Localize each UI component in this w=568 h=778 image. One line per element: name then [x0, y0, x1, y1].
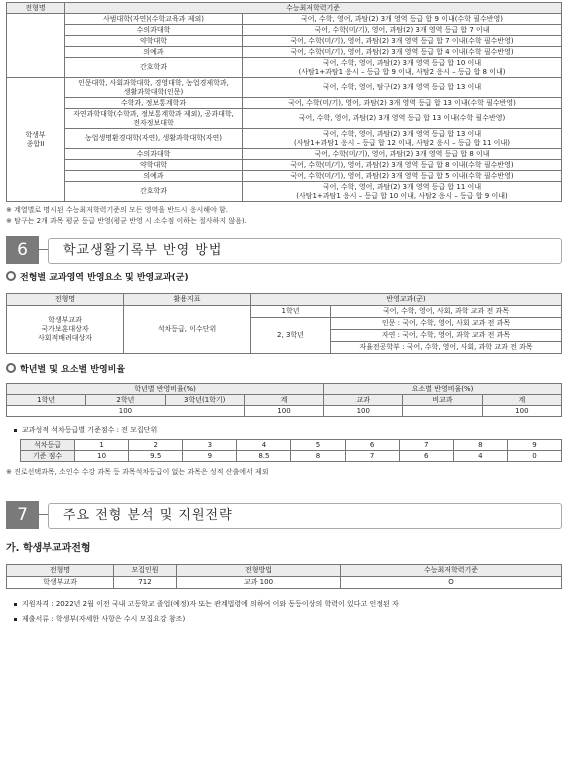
criteria-cell: 국어, 수학(미/기), 영어, 과탐(2) 3개 영역 등급 합 8 이내(수학 필수반영) — [243, 160, 562, 171]
criteria-cell: 국어, 수학, 영어, 과탐(2) 3개 영역 등급 합 9 이내(수학 필수반영) — [243, 14, 562, 25]
grade-cell: 3 — [183, 440, 237, 451]
score-cell: 10 — [75, 451, 129, 462]
score-cell: 6 — [399, 451, 453, 462]
section-6-header — [6, 233, 562, 263]
th: 비교과 — [403, 395, 482, 406]
unit-cell: 의예과 — [65, 171, 243, 182]
unit-cell: 수학과, 정보통계학과 — [65, 98, 243, 109]
ring-bullet-icon — [6, 271, 16, 281]
criteria-cell: 국어, 수학(미/기), 영어, 과탐(2) 3개 영역 등급 합 7 이내(수학 필수반영) — [243, 36, 562, 47]
grade-cell: 7 — [399, 440, 453, 451]
unit-cell: 약학대학 — [65, 36, 243, 47]
type-summary-table — [6, 564, 562, 589]
reflection-subjects-table — [6, 293, 562, 354]
bullet-text: 교과성적 석차등급별 기준점수 : 전 모집단위 — [12, 425, 562, 436]
th: 계 — [482, 395, 561, 406]
subheading: 학년별 및 요소별 반영비율 — [6, 363, 562, 377]
unit-cell: 농업생명환경대학(자연), 생활과학대학(자연) — [65, 129, 243, 149]
unit-cell: 약학대학 — [65, 160, 243, 171]
criteria-cell: 국어, 수학, 영어, 과탐(2) 3개 영역 등급 합 13 이내(수학 필수반영) — [243, 109, 562, 129]
bullet-text: 제출서류 : 학생부(자세한 사항은 수시 모집요강 참조) — [12, 614, 562, 625]
note: ※ 계열별로 명시된 수능최저학력기준의 모든 영역을 반드시 응시해야 함. — [6, 206, 228, 214]
subsection-heading: 가. 학생부교과전형 — [6, 543, 91, 554]
admission-criteria-table — [6, 2, 562, 202]
type-cell-empty — [7, 14, 65, 78]
th: 모집인원 — [114, 565, 177, 577]
subjects-cell: 인문 : 국어, 수학, 영어, 사회 교과 전 과목 — [331, 318, 562, 330]
value-cell — [403, 406, 482, 417]
grade-cell: 8 — [453, 440, 507, 451]
unit-cell: 수의과대학 — [65, 25, 243, 36]
unit-cell: 수의과대학 — [65, 149, 243, 160]
th: 1학년 — [7, 395, 86, 406]
criteria-cell: 국어, 수학, 영어, 탐구(2) 3개 영역 등급 합 13 이내 — [243, 78, 562, 98]
criteria-cell: 국어, 수학(미/기), 영어, 과탐(2) 3개 영역 등급 합 7 이내 — [243, 25, 562, 36]
grade-score-table — [20, 439, 562, 462]
note: ※ 진로선택과목, 소인수 수강 과목 등 과목석차등급이 없는 과목은 성적 산출에서 제외 — [6, 468, 269, 476]
section-title: 주요 전형 분석 및 지원전략 — [48, 503, 562, 529]
cell: 712 — [114, 577, 177, 589]
th-type: 전형명 — [7, 3, 65, 14]
th: 계 — [244, 395, 323, 406]
score-cell: 4 — [453, 451, 507, 462]
unit-cell: 사범대학(자연)(수학교육과 제외) — [65, 14, 243, 25]
criteria-cell: 국어, 수학(미/기), 영어, 과탐(2) 3개 영역 등급 합 4 이내(수학 필수반영) — [243, 47, 562, 58]
th: 전형명 — [7, 565, 114, 577]
unit-cell: 의예과 — [65, 47, 243, 58]
th: 3학년(1학기) — [165, 395, 244, 406]
index-cell: 석차등급, 이수단위 — [124, 306, 251, 354]
grade-cell: 1학년 — [251, 306, 331, 318]
type-cell-comprehensive: 학생부 종합II — [7, 78, 65, 202]
cell: O — [341, 577, 562, 589]
grade-cell: 2, 3학년 — [251, 318, 331, 354]
score-cell: 9 — [183, 451, 237, 462]
criteria-cell: 국어, 수학(미/기), 영어, 과탐(2) 3개 영역 등급 합 13 이내(수학 필수반영) — [243, 98, 562, 109]
th-group: 요소별 반영비율(%) — [324, 384, 562, 395]
grade-cell: 5 — [291, 440, 345, 451]
score-cell: 0 — [507, 451, 561, 462]
type-list: 학생부교과 국가보훈대상자 사회적배려대상자 — [7, 306, 124, 354]
th: 반영교과(군) — [251, 294, 562, 306]
value-cell: 100 — [244, 406, 323, 417]
row-label: 석차등급 — [21, 440, 75, 451]
subjects-cell: 자연 : 국어, 수학, 영어, 과학 교과 전 과목 — [331, 330, 562, 342]
section-7-header — [6, 498, 562, 528]
cell: 교과 100 — [177, 577, 341, 589]
section-title: 학교생활기록부 반영 방법 — [48, 238, 562, 264]
subheading: 전형별 교과영역 반영요소 및 반영교과(군) — [6, 271, 562, 285]
criteria-cell: 국어, 수학(미/기), 영어, 과탐(2) 3개 영역 등급 합 8 이내 — [243, 149, 562, 160]
section-number: 6 — [6, 236, 39, 264]
th-group: 학년별 반영비율(%) — [7, 384, 324, 395]
unit-cell: 간호학과 — [65, 58, 243, 78]
th: 전형방법 — [177, 565, 341, 577]
bullet-text: 지원자격 : 2022년 2월 이전 국내 고등학교 졸업(예정)자 또는 관계법령에 의하여 이와 동등이상의 학력이 있다고 인정된 자 — [12, 599, 562, 610]
value-cell: 100 — [482, 406, 561, 417]
ratio-table — [6, 383, 562, 417]
grade-cell: 6 — [345, 440, 399, 451]
score-cell: 7 — [345, 451, 399, 462]
th: 수능최저학력기준 — [341, 565, 562, 577]
note: ※ 탐구는 2개 과목 평균 등급 반영(평균 반영 시 소수점 이하는 절사하지 않음). — [6, 217, 247, 225]
score-cell: 9.5 — [129, 451, 183, 462]
unit-cell: 간호학과 — [65, 182, 243, 202]
row-label: 기준 점수 — [21, 451, 75, 462]
grade-cell: 2 — [129, 440, 183, 451]
grade-cell: 1 — [75, 440, 129, 451]
criteria-cell: 국어, 수학, 영어, 과탐(2) 3개 영역 등급 합 10 이내 (사탐1+과탐1 응시 – 등급 합 9 이내, 사탐2 응시 – 등급 합 8 이내) — [243, 58, 562, 78]
ring-bullet-icon — [6, 363, 16, 373]
cell: 학생부교과 — [7, 577, 114, 589]
th: 2학년 — [86, 395, 165, 406]
unit-cell: 자연과학대학(수학과, 정보통계학과 제외), 공과대학, 전자정보대학 — [65, 109, 243, 129]
score-cell: 8.5 — [237, 451, 291, 462]
page — [6, 0, 562, 625]
th: 활용지표 — [124, 294, 251, 306]
value-cell: 100 — [324, 406, 403, 417]
criteria-cell: 국어, 수학, 영어, 과탐(2) 3개 영역 등급 합 11 이내 (사탐1+과탐1 응시 – 등급 합 10 이내, 사탐2 응시 – 등급 합 9 이내) — [243, 182, 562, 202]
section-number: 7 — [6, 501, 39, 529]
grade-cell: 9 — [507, 440, 561, 451]
value-cell: 100 — [7, 406, 245, 417]
unit-cell: 인문대학, 사회과학대학, 경영대학, 농업경제학과, 생활과학대학(인문) — [65, 78, 243, 98]
subjects-cell: 자율전공학부 : 국어, 수학, 영어, 사회, 과학 교과 전 과목 — [331, 342, 562, 354]
th-criteria: 수능최저학력기준 — [65, 3, 562, 14]
subjects-cell: 국어, 수학, 영어, 사회, 과학 교과 전 과목 — [331, 306, 562, 318]
score-cell: 8 — [291, 451, 345, 462]
criteria-cell: 국어, 수학, 영어, 과탐(2) 3개 영역 등급 합 13 이내 (사탐1+과탐1 응시 – 등급 합 12 이내, 사탐2 응시 – 등급 합 11 이내) — [243, 129, 562, 149]
th: 전형명 — [7, 294, 124, 306]
grade-cell: 4 — [237, 440, 291, 451]
th: 교과 — [324, 395, 403, 406]
criteria-cell: 국어, 수학(미/기), 영어, 과탐(2) 3개 영역 등급 합 5 이내(수학 필수반영) — [243, 171, 562, 182]
